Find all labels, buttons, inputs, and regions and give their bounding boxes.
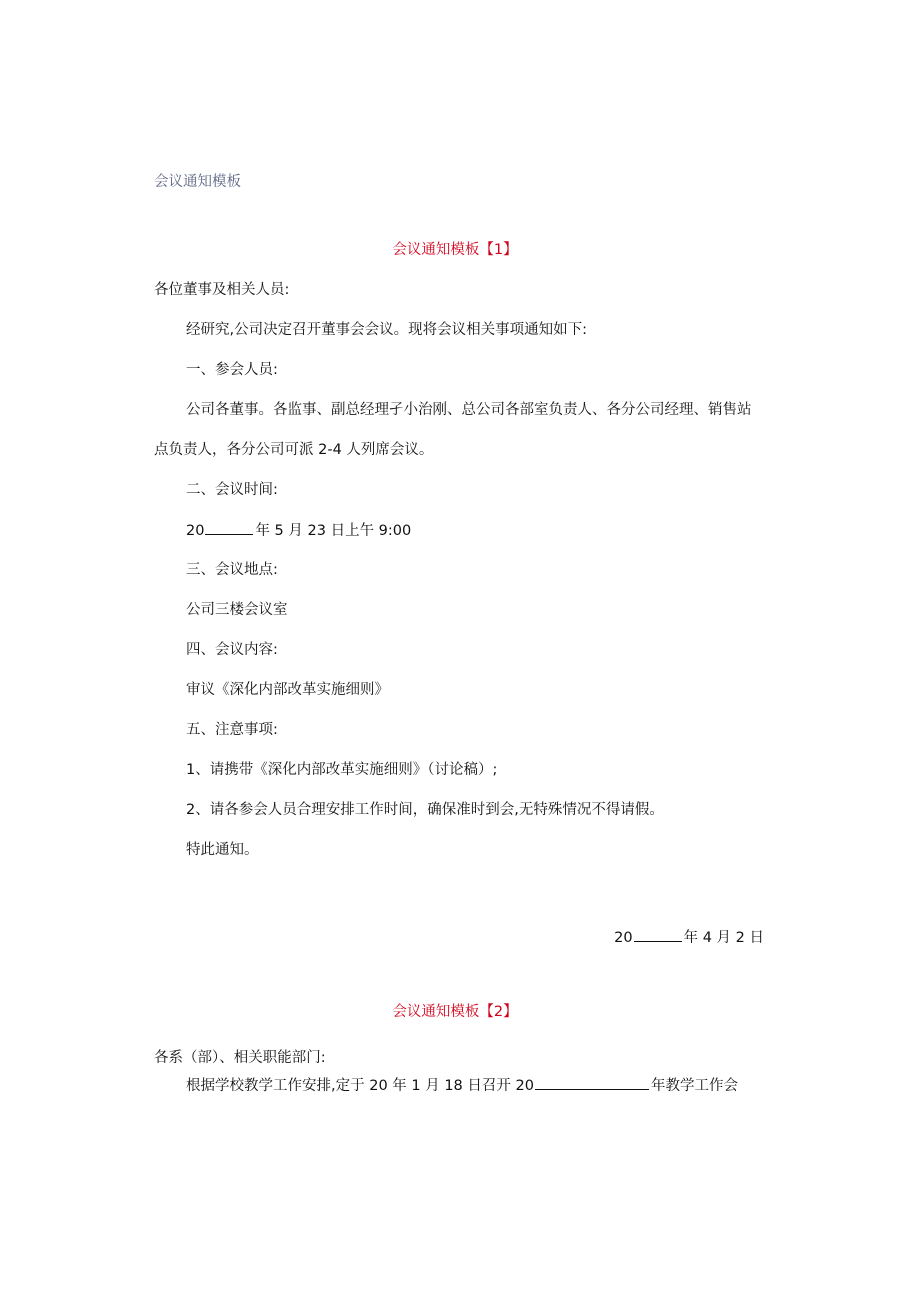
body-part-2: 年教学工作会 xyxy=(650,1078,738,1094)
notice-date xyxy=(614,928,764,947)
section-2-body xyxy=(186,1076,738,1095)
meeting-content: 审议《深化内部改革实施细则》 xyxy=(186,682,389,698)
section-1-salutation: 各位董事及相关人员: xyxy=(154,282,290,298)
meeting-place: 公司三楼会议室 xyxy=(186,602,288,618)
heading-content: 四、会议内容: xyxy=(186,642,278,658)
heading-place: 三、会议地点: xyxy=(186,562,278,578)
note-2: 2、请各参会人员合理安排工作时间，确保准时到会,无特殊情况不得请假。 xyxy=(186,802,664,818)
blank-underline xyxy=(634,928,682,942)
section-1-intro: 经研究,公司决定召开董事会会议。现将会议相关事项通知如下: xyxy=(186,322,587,338)
closing-text: 特此通知。 xyxy=(186,842,259,858)
blank-underline xyxy=(535,1076,649,1090)
heading-attendees: 一、参会人员: xyxy=(186,362,278,378)
body-part-1: 根据学校教学工作安排,定于 20 年 1 月 18 日召开 20 xyxy=(186,1078,534,1094)
section-1-title: 会议通知模板【1】 xyxy=(392,242,518,258)
section-2-salutation: 各系（部）、相关职能部门: xyxy=(154,1050,326,1066)
blank-underline xyxy=(205,521,253,535)
heading-notes: 五、注意事项: xyxy=(186,722,278,738)
time-rest: 年 5 月 23 日上午 9:00 xyxy=(255,523,412,539)
meeting-time xyxy=(186,521,411,540)
time-year-prefix: 20 xyxy=(186,523,205,539)
attendees-text-line-1: 公司各董事。各监事、副总经理孑小治刚、总公司各部室负责人、各分公司经理、销售站 xyxy=(186,402,752,418)
date-rest: 年 4 月 2 日 xyxy=(683,930,764,946)
heading-time: 二、会议时间: xyxy=(186,482,278,498)
document-title: 会议通知模板 xyxy=(154,174,241,190)
attendees-text-line-2: 点负责人，各分公司可派 2-4 人列席会议。 xyxy=(154,442,434,458)
date-year-prefix: 20 xyxy=(614,930,633,946)
section-2-title: 会议通知模板【2】 xyxy=(392,1004,518,1020)
note-1: 1、请携带《深化内部改革实施细则》（讨论稿）; xyxy=(186,762,498,778)
